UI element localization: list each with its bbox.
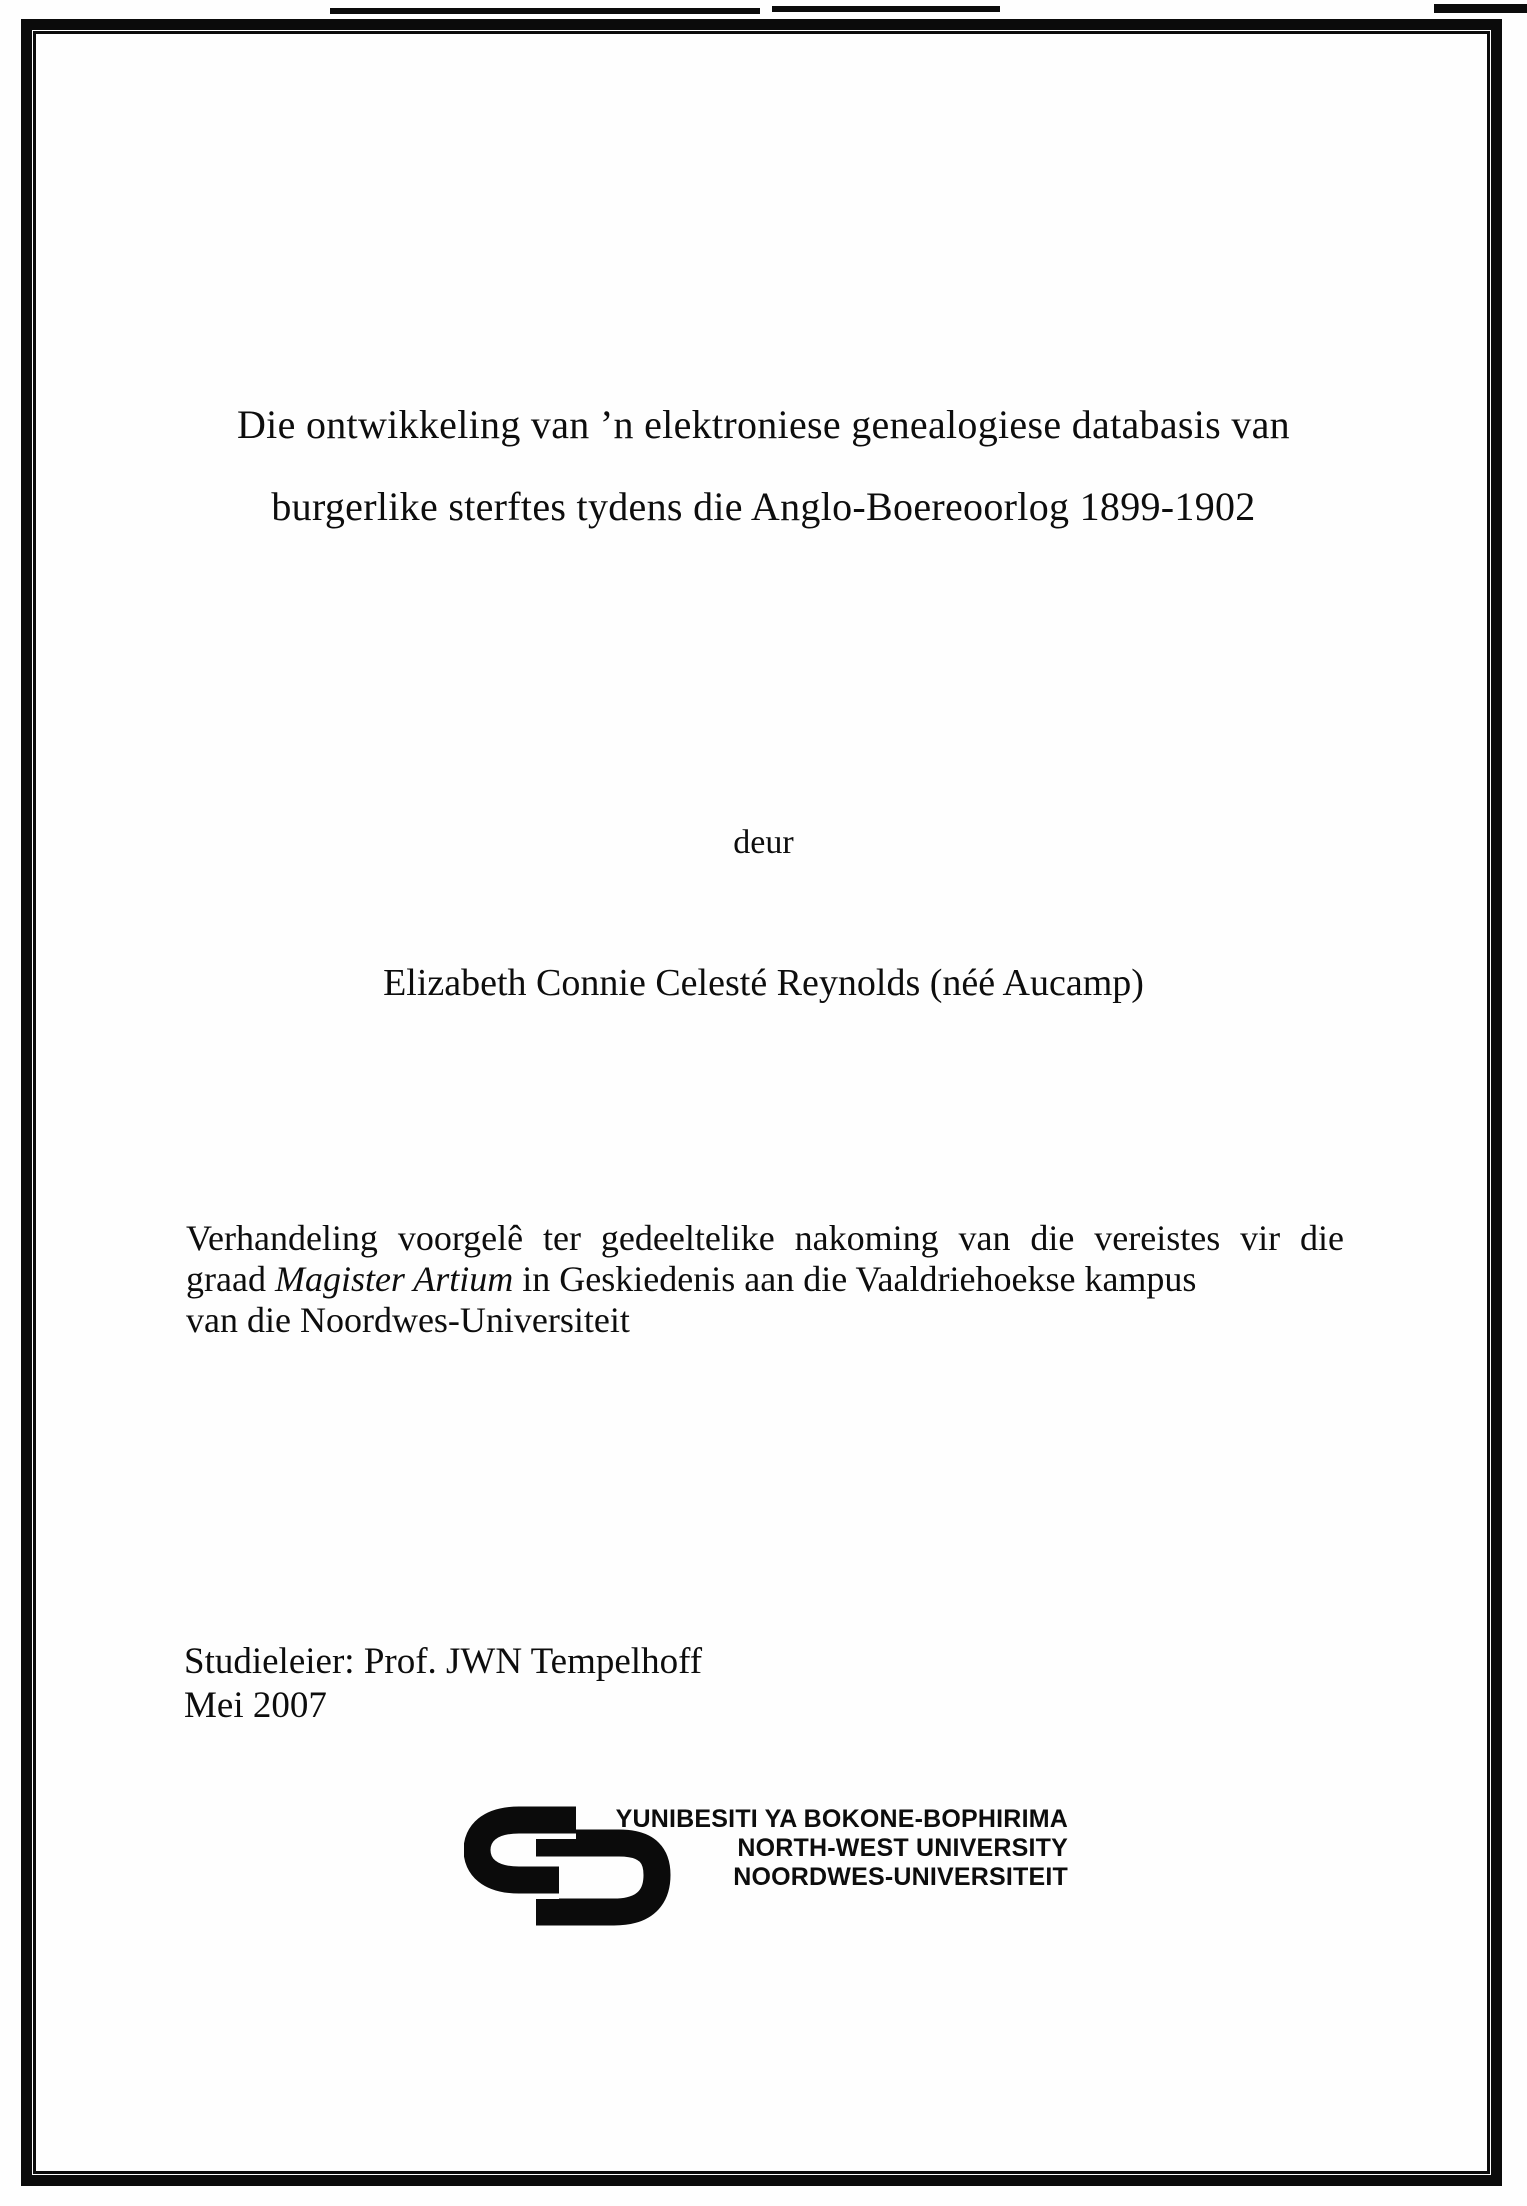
- degree-statement-line-2-suffix: in Geskiedenis aan die Vaaldriehoekse kampus: [513, 1259, 1197, 1299]
- byline-label: deur: [733, 824, 794, 861]
- date-line: Mei 2007: [184, 1685, 327, 1726]
- degree-statement-line-3: van die Noordwes-Universiteit: [186, 1300, 630, 1340]
- author-name: Elizabeth Connie Celesté Reynolds (néé Aucamp): [383, 962, 1144, 1004]
- logo-text-english: NORTH-WEST UNIVERSITY: [737, 1834, 1068, 1862]
- degree-statement-line-1: Verhandeling voorgelê ter gedeeltelike nakoming van die vereistes vir die: [186, 1218, 1344, 1258]
- university-logo-text: [582, 1805, 1068, 1892]
- degree-statement-line-2: [186, 1259, 1344, 1300]
- degree-name-italic: Magister Artium: [274, 1259, 514, 1299]
- supervisor-block: [184, 1640, 702, 1728]
- degree-statement-line-2-prefix: graad: [186, 1259, 275, 1299]
- thesis-title-line-2: burgerlike sterftes tydens die Anglo-Boereoorlog 1899-1902: [271, 484, 1256, 529]
- scan-artifact: [1434, 4, 1527, 13]
- scan-artifact: [772, 6, 1000, 12]
- logo-text-setswana: YUNIBESITI YA BOKONE-BOPHIRIMA: [615, 1805, 1068, 1833]
- supervisor-line: Studieleier: Prof. JWN Tempelhoff: [184, 1641, 703, 1682]
- logo-text-afrikaans: NOORDWES-UNIVERSITEIT: [733, 1863, 1068, 1891]
- university-logo: [464, 1805, 1074, 1935]
- thesis-title-line-1: Die ontwikkeling van ’n elektroniese genealogiese databasis van: [236, 402, 1290, 447]
- degree-statement: [186, 1218, 1344, 1341]
- scan-artifact: [330, 8, 760, 14]
